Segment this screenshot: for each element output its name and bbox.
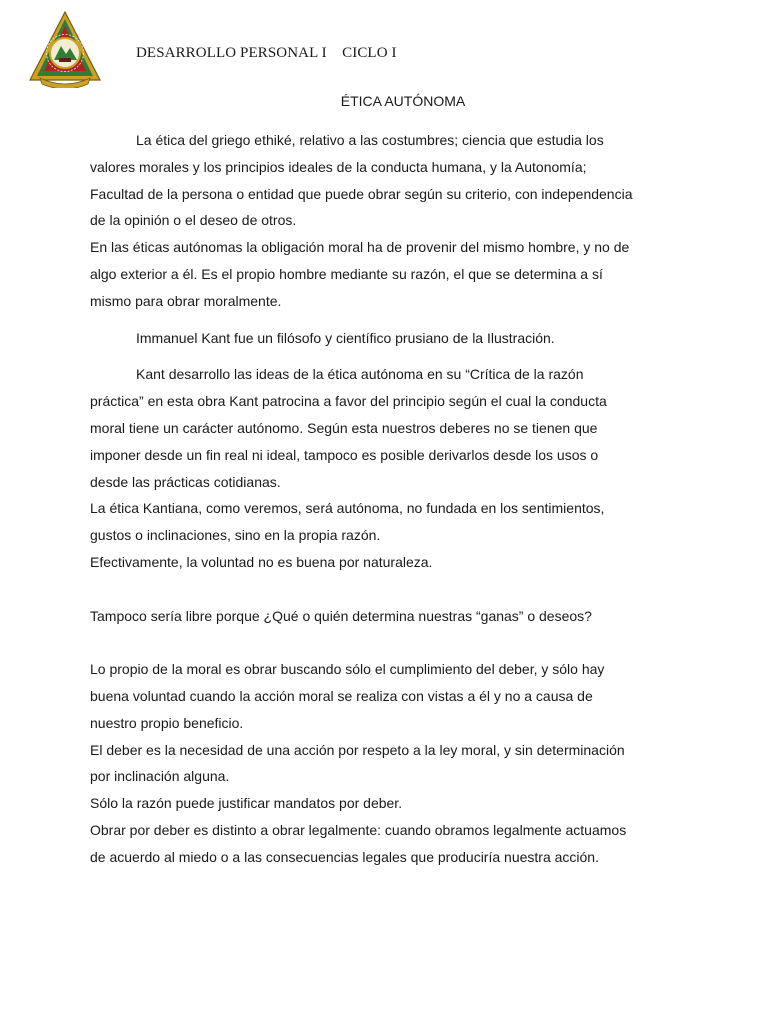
document-body [90, 127, 690, 871]
paragraph-line: valores morales y los principios ideales de la conducta humana, y la Autonomía; [90, 158, 587, 175]
paragraph-line: de acuerdo al miedo o a las consecuencias legales que produciría nuestra acción. [90, 848, 599, 865]
paragraph-line: Sólo la razón puede justificar mandatos por deber. [90, 795, 403, 812]
paragraph-line: de la opinión o el deseo de otros. [90, 212, 297, 229]
paragraph-line: nuestro propio beneficio. [90, 714, 244, 731]
paragraph-line: Efectivamente, la voluntad no es buena por naturaleza. [90, 553, 433, 570]
paragraph-line: Kant desarrollo las ideas de la ética autónoma en su “Crítica de la razón [136, 366, 584, 383]
paragraph-line: En las éticas autónomas la obligación moral ha de provenir del mismo hombre, y no de [90, 239, 630, 256]
paragraph-line: algo exterior a él. Es el propio hombre mediante su razón, el que se determina a sí [90, 265, 603, 282]
paragraph-line: Tampoco sería libre porque ¿Qué o quién determina nuestras “ganas” o deseos? [90, 607, 592, 624]
paragraph-line: Facultad de la persona o entidad que puede obrar según su criterio, con independencia [90, 185, 633, 202]
header-title: DESARROLLO PERSONAL I CICLO I [136, 45, 397, 61]
paragraph-line: La ética del griego ethiké, relativo a las costumbres; ciencia que estudia los [136, 132, 604, 148]
paragraph-line: Lo propio de la moral es obrar buscando sólo el cumplimiento del deber, y sólo hay [90, 661, 605, 678]
paragraph-line: mismo para obrar moralmente. [90, 292, 282, 309]
paragraph-line: desde las prácticas cotidianas. [90, 473, 281, 490]
institution-crest-logo [28, 10, 102, 88]
paragraph-line: imponer desde un fin real ni ideal, tampoco es posible derivarlos desde los usos o [90, 446, 599, 463]
paragraph-line: El deber es la necesidad de una acción por respeto a la ley moral, y sin determinación [90, 741, 625, 758]
paragraph-line: Obrar por deber es distinto a obrar legalmente: cuando obramos legalmente actuamos [90, 821, 627, 838]
paragraph-line: práctica” en esta obra Kant patrocina a favor del principio según el cual la conducta [90, 393, 607, 410]
paragraph-line: gustos o inclinaciones, sino en la propia razón. [90, 527, 381, 544]
paragraph-line: buena voluntad cuando la acción moral se realiza con vistas a él y no a causa de [90, 687, 593, 704]
document-title: ÉTICA AUTÓNOMA [340, 93, 466, 109]
paragraph-line: Immanuel Kant fue un filósofo y científico prusiano de la Ilustración. [136, 329, 555, 346]
paragraph-line: por inclinación alguna. [90, 768, 230, 785]
paragraph-line: moral tiene un carácter autónomo. Según esta nuestros deberes no se tienen que [90, 419, 598, 436]
paragraph-line: La ética Kantiana, como veremos, será autónoma, no fundada en los sentimientos, [90, 500, 605, 517]
